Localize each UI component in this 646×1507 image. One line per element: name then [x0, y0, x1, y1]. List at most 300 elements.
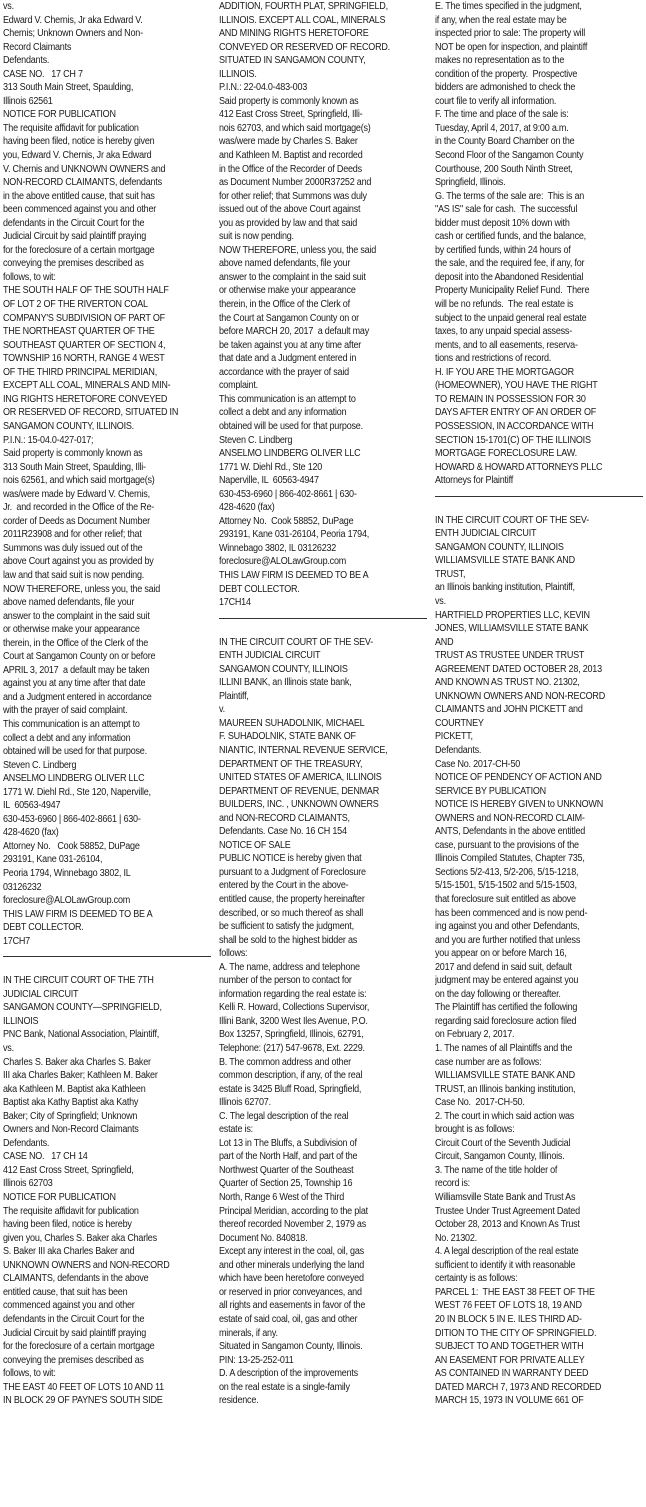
- legal-notice: [3, 0, 211, 948]
- notice-text-line: Box 13257, Springfield, Illinois, 62791,: [219, 1029, 364, 1041]
- notice-text-line: brought is as follows:: [435, 1124, 515, 1136]
- notice-text-line: D. A description of the improvements: [219, 1368, 358, 1380]
- notice-text-line: WEST 76 FEET OF LOTS 18, 19 AND: [435, 1300, 582, 1312]
- notice-text-line: DAYS AFTER ENTRY OF AN ORDER OF: [435, 407, 597, 419]
- notice-text-line: 313 South Main Street, Spaulding,: [3, 82, 134, 94]
- notice-text-line: BUILDERS, INC. , UNKNOWN OWNERS: [219, 799, 379, 811]
- notice-text-line: for the foreclosure of a certain mortgage: [3, 244, 155, 256]
- notice-text-line: SERVICE BY PUBLICATION: [435, 785, 546, 797]
- notice-text-line: estate is:: [219, 1124, 253, 1136]
- notice-text-line: ments, and to all easements, reserva-: [435, 339, 578, 351]
- notice-text-line: AND KNOWN AS TRUST NO. 21302,: [435, 677, 580, 689]
- notice-text-line: F. The time and place of the sale is:: [435, 109, 569, 121]
- notice-text-line: C. The legal description of the real: [219, 1110, 349, 1122]
- notice-text-line: bidders are admonished to check the: [435, 82, 576, 94]
- notice-text-line: Steven C. Lindberg: [3, 759, 77, 771]
- notice-text-line: NOTICE FOR PUBLICATION: [3, 1192, 116, 1204]
- notice-text-line: nois 62561, and which said mortgage(s): [3, 475, 155, 487]
- notice-text-line: Chernis; Unknown Owners and Non-: [3, 28, 143, 40]
- notice-text-line: ENTH JUDICIAL CIRCUIT: [219, 650, 321, 662]
- notice-text-line: Lot 13 in The Bluffs, a Subdivision of: [219, 1137, 357, 1149]
- notice-text-line: WILLIAMSVILLE STATE BANK AND: [435, 555, 575, 567]
- notice-text-line: on the day following or thereafter.: [435, 988, 561, 1000]
- notice-text-line: was/were made by Charles S. Baker: [219, 136, 358, 148]
- notice-text-line: which have been heretofore conveyed: [219, 1273, 364, 1285]
- notice-text-line: obtained will be used for that purpose.: [3, 746, 147, 758]
- notice-text-line: TRUST,: [435, 568, 466, 580]
- notice-text-line: Said property is commonly known as: [219, 95, 359, 107]
- notice-text-line: Circuit, Sangamon County, Illinois.: [435, 1151, 565, 1163]
- legal-notice: [435, 514, 643, 1408]
- notice-text-line: an Illinois banking institution, Plaintiff,: [435, 582, 575, 594]
- notice-text-line: OF THE THIRD PRINCIPAL MERIDIAN,: [3, 366, 158, 378]
- notice-text-line: pursuant to a Judgment of Foreclosure: [219, 866, 366, 878]
- notice-text-line: Illinois 62707.: [219, 1097, 271, 1109]
- notice-text-line: ANSELMO LINDBERG OLIVER LLC: [219, 448, 361, 460]
- notice-text-line: Sections 5/2-413, 5/2-206, 5/15-1218,: [435, 866, 579, 878]
- legal-notice: [219, 636, 427, 1408]
- notice-text-line: NOTICE FOR PUBLICATION: [3, 109, 116, 121]
- notice-text-line: NIANTIC, INTERNAL REVENUE SERVICE,: [219, 744, 388, 756]
- notice-text-line: having been filed, notice is hereby: [3, 1219, 132, 1231]
- notice-text-line: will be no refunds. The real estate is: [435, 299, 574, 311]
- notice-text-line: Charles S. Baker aka Charles S. Baker: [3, 1056, 151, 1068]
- notice-text-line: Naperville, IL 60563-4947: [219, 475, 319, 487]
- notice-text-line: Judicial Circuit by said plaintiff praying: [3, 231, 147, 243]
- notice-text-line: having been filed, notice is hereby given: [3, 136, 155, 148]
- notice-text-line: entered by the Court in the above-: [219, 880, 349, 892]
- notice-text-line: UNKNOWN OWNERS AND NON-RECORD: [435, 690, 606, 702]
- legal-notice: [435, 0, 643, 488]
- notice-text-line: court file to verify all information.: [435, 95, 557, 107]
- notice-text-line: obtained will be used for that purpose.: [219, 420, 363, 432]
- notice-text-line: ING RIGHTS HERETOFORE CONVEYED: [3, 393, 168, 405]
- notice-text-line: Quarter of Section 25, Township 16: [219, 1178, 353, 1190]
- notice-text-line: IN THE CIRCUIT COURT OF THE SEV-: [435, 514, 590, 526]
- notice-text-line: 630-453-6960 | 866-402-8661 | 630-: [3, 813, 141, 825]
- notice-text-line: Principal Meridian, according to the plat: [219, 1205, 368, 1217]
- notice-text-line: NOTICE OF PENDENCY OF ACTION AND: [435, 772, 602, 784]
- notice-text-line: B. The common address and other: [219, 1056, 351, 1068]
- notice-text-line: or otherwise make your appearance: [219, 285, 356, 297]
- notice-text-line: Except any interest in the coal, oil, gas: [219, 1246, 364, 1258]
- notice-text-line: follows, to wit:: [3, 271, 56, 283]
- notice-text-line: Kelli R. Howard, Collections Supervisor,: [219, 1002, 370, 1014]
- notice-text-line: Courthouse, 200 South Ninth Street,: [435, 163, 573, 175]
- notice-text-line: 428-4620 (fax): [219, 502, 275, 514]
- notice-text-line: be taken against you at any time after: [219, 339, 362, 351]
- notice-text-line: 293191, Kane 031-26104, Peoria 1794,: [219, 529, 370, 541]
- notice-text-line: CLAIMANTS, defendants in the above: [3, 1273, 149, 1285]
- notice-text-line: cash or certified funds, and the balance,: [435, 231, 586, 243]
- notice-text-line: PUBLIC NOTICE is hereby given that: [219, 853, 362, 865]
- notice-text-line: OF LOT 2 OF THE RIVERTON COAL: [3, 299, 148, 311]
- notice-text-line: Defendants.: [3, 55, 50, 67]
- notice-text-line: (HOMEOWNER), YOU HAVE THE RIGHT: [435, 380, 598, 392]
- notice-text-line: Attorneys for Plaintiff: [435, 475, 514, 487]
- notice-text-line: October 28, 2013 and Known As Trust: [435, 1219, 580, 1231]
- notice-text-line: answer to the complaint in the said suit: [3, 610, 150, 622]
- notice-text-line: TRUST AS TRUSTEE UNDER TRUST: [435, 650, 585, 662]
- notice-text-line: COURTNEY: [435, 717, 484, 729]
- notice-text-line: with the prayer of said complaint.: [3, 705, 128, 717]
- notice-text-line: 3. The name of the title holder of: [435, 1164, 558, 1176]
- notice-text-line: Defendants.: [3, 1137, 50, 1149]
- notice-text-line: MARCH 15, 1973 IN VOLUME 661 OF: [435, 1395, 584, 1407]
- notice-text-line: AND: [435, 636, 454, 648]
- notice-text-line: Illinois Compiled Statutes, Chapter 735,: [435, 853, 585, 865]
- notice-text-line: vs.: [435, 595, 446, 607]
- notice-text-line: therein, in the Office of the Clerk of: [219, 299, 350, 311]
- notice-text-line: entitled cause, the property hereinafter: [219, 894, 365, 905]
- notice-text-line: Defendants.: [435, 744, 482, 756]
- notice-text-line: EXCEPT ALL COAL, MINERALS AND MIN-: [3, 380, 171, 392]
- notice-text-line: 03126232: [3, 881, 42, 893]
- notice-text-line: ing against you and other Defendants,: [435, 921, 580, 933]
- notice-text-line: Attorney No. Cook 58852, DuPage: [3, 840, 140, 852]
- column-1: [3, 0, 211, 1507]
- notice-text-line: record is:: [435, 1178, 470, 1190]
- notice-text-line: Summons was duly issued out of the: [3, 542, 143, 554]
- notice-text-line: estate is 3425 Bluff Road, Springfield,: [219, 1083, 362, 1095]
- notice-text-line: taxes, to any unpaid special assess-: [435, 326, 572, 338]
- notice-text-line: certainty is as follows:: [435, 1273, 518, 1285]
- notice-text-line: Baptist aka Kathy Baptist aka Kathy: [3, 1097, 139, 1109]
- notice-text-line: IN THE CIRCUIT COURT OF THE 7TH: [3, 975, 154, 987]
- notice-text-line: SITUATED IN SANGAMON COUNTY,: [219, 55, 366, 67]
- notice-text-line: "AS IS" sale for cash. The successful: [435, 204, 578, 216]
- notice-text-line: Circuit Court of the Seventh Judicial: [435, 1137, 571, 1149]
- notice-text-line: and a Judgment entered in accordance: [3, 691, 152, 703]
- notice-text-line: or otherwise make your appearance: [3, 624, 140, 636]
- notice-text-line: Illinois 62561: [3, 95, 53, 107]
- notice-text-line: CASE NO. 17 CH 7: [3, 68, 83, 80]
- notice-text-line: CONVEYED OR RESERVED OF RECORD.: [219, 41, 390, 53]
- notice-text-line: and NON-RECORD CLAIMANTS,: [219, 812, 350, 824]
- notice-divider: [219, 618, 427, 619]
- notice-text-line: follows, to wit:: [3, 1368, 56, 1380]
- notice-text-line: vs.: [3, 1, 14, 12]
- notice-text-line: law and that said suit is now pending.: [3, 569, 145, 581]
- notice-text-line: IN BLOCK 29 OF PAYNE'S SOUTH SIDE: [3, 1395, 163, 1407]
- notice-text-line: MORTGAGE FORECLOSURE LAW.: [435, 448, 577, 460]
- notice-text-line: UNKNOWN OWNERS and NON-RECORD: [3, 1259, 170, 1271]
- notice-text-line: inspected prior to sale: The property will: [435, 28, 586, 40]
- notice-text-line: 1. The names of all Plaintiffs and the: [435, 1043, 573, 1055]
- notice-text-line: ILLINOIS. EXCEPT ALL COAL, MINERALS: [219, 14, 386, 26]
- notice-text-line: OR RESERVED OF RECORD, SITUATED IN: [3, 407, 179, 419]
- notice-text-line: NOTICE IS HEREBY GIVEN to UNKNOWN: [435, 799, 603, 811]
- notice-text-line: and Kathleen M. Baptist and recorded: [219, 150, 363, 162]
- notice-text-line: above named defendants, file your: [3, 597, 135, 609]
- notice-text-line: SANGAMON COUNTY, ILLINOIS: [219, 663, 348, 675]
- notice-text-line: UNITED STATES OF AMERICA, ILLINOIS: [219, 772, 382, 784]
- notice-text-line: Case No. 2017-CH-50.: [435, 1097, 525, 1109]
- notice-text-line: DEPARTMENT OF REVENUE, DENMAR: [219, 785, 380, 797]
- notice-text-line: TO REMAIN IN POSSESSION FOR 30: [435, 393, 586, 405]
- notice-text-line: S. Baker III aka Charles Baker and: [3, 1246, 135, 1258]
- notice-text-line: 2. The court in which said action was: [435, 1110, 575, 1122]
- notice-text-line: TOWNSHIP 16 NORTH, RANGE 4 WEST: [3, 353, 165, 365]
- notice-text-line: The requisite affidavit for publication: [3, 1205, 139, 1217]
- notice-text-line: the sale, and the required fee, if any, for: [435, 258, 585, 270]
- notice-text-line: SANGAMON COUNTY—SPRINGFIELD,: [3, 1002, 162, 1014]
- notice-text-line: Plaintiff,: [219, 690, 249, 702]
- notice-text-line: SUBJECT TO AND TOGETHER WITH: [435, 1341, 584, 1353]
- notice-text-line: North, Range 6 West of the Third: [219, 1192, 345, 1204]
- notice-text-line: THE NORTHEAST QUARTER OF THE: [3, 326, 155, 338]
- notice-text-line: Defendants. Case No. 16 CH 154: [219, 826, 347, 838]
- notice-text-line: Illinois 62703: [3, 1178, 53, 1190]
- notice-text-line: The Plaintiff has certified the following: [435, 1002, 578, 1014]
- notice-text-line: minerals, if any.: [219, 1327, 278, 1339]
- notice-text-line: 313 South Main Street, Spaulding, Illi-: [3, 461, 146, 473]
- notice-text-line: Record Claimants: [3, 41, 72, 53]
- notice-text-line: Property Municipality Relief Fund. There: [435, 285, 590, 297]
- notice-text-line: v.: [219, 704, 225, 716]
- notice-text-line: This communication is an attempt to: [219, 393, 356, 405]
- notice-text-line: against you at any time after that date: [3, 678, 146, 690]
- notice-text-line: V. Chernis and UNKNOWN OWNERS and: [3, 163, 166, 175]
- notice-text-line: aka Kathleen M. Baptist aka Kathleen: [3, 1083, 146, 1095]
- notice-text-line: on February 2, 2017.: [435, 1029, 515, 1041]
- column-2: [219, 0, 427, 1507]
- notice-text-line: common description, if any, of the real: [219, 1070, 363, 1082]
- notice-text-line: PNC Bank, National Association, Plaintiff,: [3, 1029, 160, 1041]
- notice-text-line: that date and a Judgment entered in: [219, 353, 357, 365]
- notice-text-line: DEBT COLLECTOR.: [219, 583, 300, 595]
- notice-text-line: described, or so much thereof as shall: [219, 907, 364, 919]
- notice-text-line: ILLINOIS.: [219, 68, 257, 80]
- notice-text-line: Edward V. Chernis, Jr aka Edward V.: [3, 14, 143, 26]
- notice-text-line: Peoria 1794, Winnebago 3802, IL: [3, 868, 131, 879]
- notice-text-line: JONES, WILLIAMSVILLE STATE BANK: [435, 623, 589, 635]
- notice-text-line: 412 East Cross Street, Springfield,: [3, 1164, 134, 1176]
- notice-text-line: complaint.: [219, 380, 258, 392]
- notice-text-line: 17CH14: [219, 597, 251, 609]
- notice-text-line: OWNERS and NON-RECORD CLAIM-: [435, 812, 585, 824]
- notice-text-line: Steven C. Lindberg: [219, 434, 293, 446]
- notice-text-line: AS CONTAINED IN WARRANTY DEED: [435, 1368, 589, 1380]
- notice-text-line: accordance with the prayer of said: [219, 366, 349, 378]
- notice-text-line: the Court at Sangamon County on or: [219, 312, 359, 324]
- notice-text-line: was/were made by Edward V. Chernis,: [3, 488, 150, 500]
- notice-text-line: above Court against you as provided by: [3, 556, 154, 568]
- notice-text-line: NOTICE OF SALE: [219, 839, 291, 851]
- notice-text-line: WILLIAMSVILLE STATE BANK AND: [435, 1070, 575, 1082]
- notice-text-line: bidder must deposit 10% down with: [435, 217, 570, 229]
- notice-text-line: APRIL 3, 2017 a default may be taken: [3, 664, 150, 676]
- notice-text-line: NOT be open for inspection, and plaintiff: [435, 41, 588, 53]
- notice-text-line: 1771 W. Diehl Rd., Ste 120, Naperville,: [3, 786, 151, 798]
- notice-text-line: SECTION 15-1701(C) OF THE ILLINOIS: [435, 434, 591, 446]
- notice-text-line: Owners and Non-Record Claimants: [3, 1124, 139, 1136]
- notice-text-line: foreclosure@ALOLawGroup.com: [219, 556, 347, 568]
- notice-text-line: NON-RECORD CLAIMANTS, defendants: [3, 177, 162, 189]
- notice-text-line: Jr. and recorded in the Office of the Re-: [3, 502, 155, 514]
- notice-text-line: part of the North Half, and part of the: [219, 1151, 358, 1163]
- notice-text-line: Case No. 2017-CH-50: [435, 758, 521, 770]
- notice-text-line: Trustee Under Trust Agreement Dated: [435, 1205, 580, 1217]
- notice-text-line: Winnebago 3802, IL 03126232: [219, 542, 337, 554]
- notice-text-line: H. IF YOU ARE THE MORTGAGOR: [435, 366, 574, 378]
- notice-text-line: 412 East Cross Street, Springfield, Illi-: [219, 109, 363, 121]
- notice-text-line: DITION TO THE CITY OF SPRINGFIELD.: [435, 1327, 597, 1339]
- notice-text-line: 630-453-6960 | 866-402-8661 | 630-: [219, 488, 357, 500]
- notice-text-line: corder of Deeds as Document Number: [3, 515, 150, 527]
- notice-text-line: been commenced against you and other: [3, 204, 157, 216]
- notice-text-line: suit is now pending.: [219, 231, 294, 243]
- notice-text-line: AN EASEMENT FOR PRIVATE ALLEY: [435, 1354, 585, 1366]
- notice-text-line: CASE NO. 17 CH 14: [3, 1151, 88, 1163]
- notice-text-line: PIN: 13-25-252-011: [219, 1354, 294, 1366]
- notice-text-line: THE EAST 40 FEET OF LOTS 10 AND 11: [3, 1381, 164, 1393]
- notice-text-line: conveying the premises described as: [3, 1354, 144, 1366]
- notice-text-line: collect a debt and any information: [219, 407, 347, 419]
- notice-text-line: 293191, Kane 031-26104,: [3, 854, 103, 866]
- notice-text-line: NOW THEREFORE, unless you, the said: [219, 244, 377, 256]
- notice-text-line: number of the person to contact for: [219, 975, 352, 987]
- notice-text-line: Attorney No. Cook 58852, DuPage: [219, 515, 354, 527]
- notice-text-line: 4. A legal description of the real estate: [435, 1246, 579, 1258]
- notice-text-line: defendants in the Circuit Court for the: [3, 217, 145, 229]
- notice-text-line: Tuesday, April 4, 2017, at 9:00 a.m.: [435, 122, 569, 134]
- notice-text-line: THIS LAW FIRM IS DEEMED TO BE A: [219, 569, 369, 581]
- notice-text-line: E. The times specified in the judgment,: [435, 1, 582, 12]
- notice-text-line: 17CH7: [3, 935, 30, 947]
- notice-text-line: Said property is commonly known as: [3, 448, 143, 460]
- notice-text-line: NOW THEREFORE, unless you, the said: [3, 583, 161, 595]
- notice-text-line: This communication is an attempt to: [3, 718, 140, 730]
- notice-text-line: collect a debt and any information: [3, 732, 131, 744]
- notice-text-line: Williamsville State Bank and Trust As: [435, 1192, 576, 1204]
- notice-text-line: 428-4620 (fax): [3, 827, 59, 839]
- notice-text-line: SANGAMON COUNTY, ILLINOIS: [435, 541, 564, 553]
- notice-text-line: ILLINI BANK, an Illinois state bank,: [219, 677, 352, 689]
- notice-text-line: COMPANY'S SUBDIVISION OF PART OF: [3, 312, 165, 324]
- notice-text-line: in the above entitled cause, that suit has: [3, 190, 155, 202]
- notice-text-line: Document No. 840818.: [219, 1232, 308, 1244]
- notice-divider: [435, 496, 643, 497]
- notice-text-line: SANGAMON COUNTY, ILLINOIS.: [3, 420, 134, 432]
- notice-text-line: answer to the complaint in the said suit: [219, 271, 366, 283]
- notice-text-line: case, pursuant to the provisions of the: [435, 839, 579, 851]
- notice-text-line: and you are further notified that unless: [435, 934, 581, 946]
- notice-text-line: No. 21302.: [435, 1232, 477, 1244]
- notice-text-line: The requisite affidavit for publication: [3, 122, 139, 134]
- notice-text-line: nois 62703, and which said mortgage(s): [219, 122, 371, 134]
- notice-text-line: in the County Board Chamber on the: [435, 136, 575, 148]
- notice-text-line: subject to the unpaid general real estate: [435, 312, 587, 324]
- notice-text-line: ANSELMO LINDBERG OLIVER LLC: [3, 773, 145, 785]
- notice-text-line: ADDITION, FOURTH PLAT, SPRINGFIELD,: [219, 1, 388, 12]
- notice-text-line: ANTS, Defendants in the above entitled: [435, 826, 586, 838]
- notice-text-line: estate of said coal, oil, gas and other: [219, 1313, 358, 1325]
- legal-notice: [3, 974, 211, 1408]
- notice-text-line: IL 60563-4947: [3, 800, 61, 812]
- notice-text-line: follows:: [219, 948, 248, 960]
- notice-text-line: CLAIMANTS and JOHN PICKETT and: [435, 704, 583, 716]
- notice-text-line: 5/15-1501, 5/15-1502 and 5/15-1503,: [435, 880, 577, 892]
- notice-text-line: and other minerals underlying the land: [219, 1259, 365, 1271]
- notice-text-line: Court at Sangamon County on or before: [3, 651, 156, 663]
- notice-text-line: ILLINOIS: [3, 1015, 39, 1027]
- notice-text-line: AGREEMENT DATED OCTOBER 28, 2013: [435, 663, 602, 675]
- notice-text-line: tions and restrictions of record.: [435, 353, 552, 365]
- notice-text-line: issued out of the above Court against: [219, 204, 361, 216]
- notice-text-line: thereof recorded November 2, 1979 as: [219, 1219, 367, 1231]
- notice-text-line: therein, in the Office of the Clerk of the: [3, 637, 149, 649]
- notice-text-line: PARCEL 1: THE EAST 38 FEET OF THE: [435, 1286, 595, 1298]
- notice-text-line: Situated in Sangamon County, Illinois.: [219, 1341, 363, 1353]
- notice-text-line: above named defendants, file your: [219, 258, 351, 270]
- notice-text-line: given you, Charles S. Baker aka Charles: [3, 1232, 157, 1244]
- notice-text-line: be sufficient to satisfy the judgment,: [219, 921, 354, 933]
- notice-text-line: shall be sold to the highest bidder as: [219, 934, 358, 946]
- notice-text-line: by certified funds, within 24 hours of: [435, 244, 571, 256]
- notice-text-line: G. The terms of the sale are: This is an: [435, 190, 585, 202]
- notice-text-line: 20 IN BLOCK 5 IN E. ILES THIRD AD-: [435, 1313, 582, 1325]
- notice-text-line: case number are as follows:: [435, 1056, 542, 1068]
- notice-text-line: Judicial Circuit by said plaintiff praying: [3, 1327, 147, 1339]
- notice-text-line: you, Edward V. Chernis, Jr aka Edward: [3, 150, 152, 162]
- notice-text-line: F. SUHADOLNIK, STATE BANK OF: [219, 731, 356, 743]
- notice-text-line: all rights and easements in favor of the: [219, 1300, 366, 1312]
- notice-text-line: IN THE CIRCUIT COURT OF THE SEV-: [219, 636, 374, 648]
- notice-text-line: makes no representation as to the: [435, 55, 565, 67]
- notice-text-line: residence.: [219, 1395, 259, 1407]
- notice-text-line: 1771 W. Diehl Rd., Ste 120: [219, 461, 323, 473]
- notice-text-line: Telephone: (217) 547-9678, Ext. 2229.: [219, 1043, 365, 1055]
- notice-text-line: deposit into the Abandoned Residential: [435, 271, 584, 283]
- notice-text-line: THIS LAW FIRM IS DEEMED TO BE A: [3, 908, 153, 920]
- notice-divider: [3, 956, 211, 957]
- notice-text-line: on the real estate is a single-family: [219, 1381, 350, 1393]
- notice-text-line: Springfield, Illinois.: [435, 177, 506, 189]
- notice-text-line: PICKETT,: [435, 731, 473, 743]
- notice-text-line: Illini Bank, 3200 West Iles Avenue, P.O.: [219, 1015, 368, 1027]
- notice-text-line: AND MINING RIGHTS HERETOFORE: [219, 28, 369, 40]
- notice-text-line: MAUREEN SUHADOLNIK, MICHAEL: [219, 717, 365, 729]
- notice-text-line: information regarding the real estate is:: [219, 988, 367, 1000]
- notice-text-line: that foreclosure suit entitled as above: [435, 894, 576, 905]
- notice-text-line: you appear on or before March 16,: [435, 948, 567, 960]
- notice-text-line: for the foreclosure of a certain mortgage: [3, 1341, 155, 1353]
- notice-text-line: P.I.N.: 22-04.0-483-003: [219, 82, 308, 94]
- notice-text-line: JUDICIAL CIRCUIT: [3, 988, 79, 1000]
- notice-text-line: Northwest Quarter of the Southeast: [219, 1164, 354, 1176]
- notice-text-line: P.I.N.: 15-04.0-427-017;: [3, 434, 94, 446]
- column-3: [435, 0, 643, 1507]
- notice-text-line: in the Office of the Recorder of Deeds: [219, 163, 362, 175]
- notice-text-line: III aka Charles Baker; Kathleen M. Baker: [3, 1070, 158, 1082]
- notice-text-line: DEBT COLLECTOR.: [3, 922, 84, 934]
- notice-text-line: regarding said foreclosure action filed: [435, 1015, 577, 1027]
- notice-text-line: ENTH JUDICIAL CIRCUIT: [435, 528, 537, 540]
- notice-text-line: Second Floor of the Sangamon County: [435, 150, 584, 162]
- notice-text-line: THE SOUTH HALF OF THE SOUTH HALF: [3, 285, 169, 297]
- notice-text-line: 2011R23908 and for other relief; that: [3, 529, 142, 541]
- legal-notice: [219, 0, 427, 610]
- notice-text-line: for other relief; that Summons was duly: [219, 190, 367, 202]
- notice-text-line: if any, when the real estate may be: [435, 14, 567, 26]
- notice-text-line: HARTFIELD PROPERTIES LLC, KEVIN: [435, 609, 590, 621]
- notice-text-line: before MARCH 20, 2017 a default may: [219, 326, 370, 338]
- notice-text-line: judgment may be entered against you: [435, 975, 579, 987]
- notice-text-line: entitled cause, that suit has been: [3, 1286, 128, 1298]
- notice-text-line: POSSESSION, IN ACCORDANCE WITH: [435, 420, 594, 432]
- notice-text-line: HOWARD & HOWARD ATTORNEYS PLLC: [435, 461, 603, 473]
